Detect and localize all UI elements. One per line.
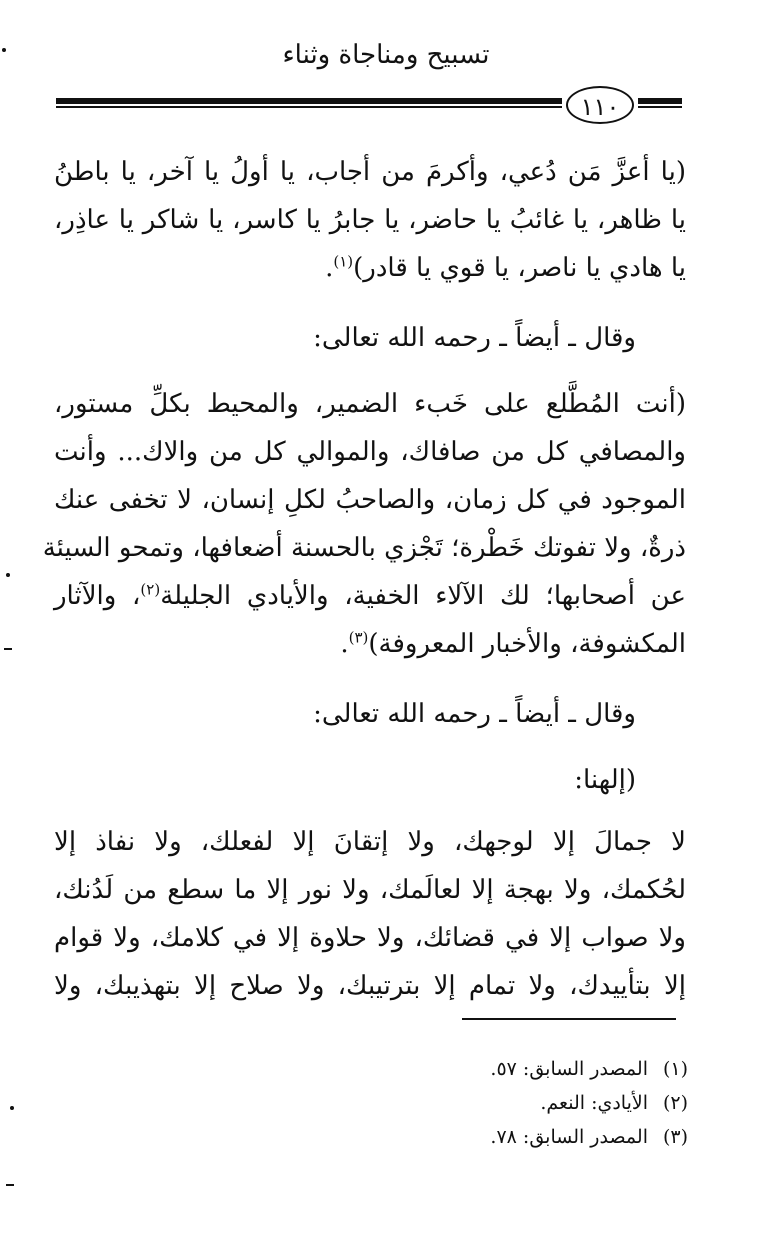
scan-mark (2, 48, 6, 52)
text-line: ولا صواب إلا في قضائك، ولا حلاوة إلا في كلامك، ولا قوام (54, 923, 686, 953)
text-run: ، والآثار (54, 581, 141, 611)
header-rule-thin (56, 106, 562, 108)
header-rule-thick (56, 98, 562, 104)
text-line: يا ظاهر، يا غائبُ يا حاضر، يا جابرُ يا كاسر، يا شاكر يا عاذِر، (54, 205, 686, 235)
footnote-number: (٣) (662, 1126, 688, 1148)
text-run: المكشوفة، والأخبار المعروفة) (368, 629, 686, 659)
text-line: (أنت المُطَّلع على خَبء الضمير، والمحيط بكلِّ مستور، (54, 389, 686, 419)
text-line: لا جمالَ إلا لوجهك، ولا إتقانَ إلا لفعلك، ولا نفاذ إلا (54, 827, 686, 857)
text-run: . (325, 253, 334, 283)
text-line (54, 244, 686, 292)
footnote-ref[interactable]: (٣) (348, 628, 369, 647)
footnote-separator (462, 1018, 676, 1020)
scan-mark (6, 1184, 14, 1186)
text-line: لحُكمك، ولا بهجة إلا لعالَمك، ولا نور إلا ما سطع من لَدُنك، (54, 875, 686, 905)
footnote-text: المصدر السابق: ٧٨. (490, 1126, 648, 1148)
footnote-ref[interactable]: (١) (333, 252, 354, 271)
scan-mark (6, 573, 10, 577)
header-rule-left (56, 98, 562, 109)
footnote-text: المصدر السابق: ٥٧. (490, 1058, 648, 1080)
page-number: ١١٠ (566, 86, 634, 124)
paragraph-invocation (54, 148, 686, 292)
section-opening: (إلهنا: (574, 765, 636, 795)
footnote-item (490, 1086, 688, 1120)
paragraph-supplication (54, 818, 686, 1010)
scan-mark (10, 1106, 14, 1110)
footnote-item (490, 1120, 688, 1154)
footnote-number: (٢) (662, 1092, 688, 1114)
header-rule-thick (638, 98, 682, 104)
text-run: . (340, 629, 349, 659)
text-line (54, 620, 686, 668)
footnote-ref[interactable]: (٢) (140, 580, 161, 599)
header-rule-right (638, 98, 682, 109)
text-line: ذرةٌ، ولا تفوتك خَطْرة؛ تَجْزي بالحسنة أضعافها، وتمحو السيئة (42, 533, 686, 563)
footnotes (490, 1052, 688, 1154)
footnote-item (490, 1052, 688, 1086)
text-run: عن أصحابها؛ لك الآلاء الخفية، والأيادي الجليلة (160, 581, 686, 611)
text-run: يا هادي يا ناصر، يا قوي يا قادر) (353, 253, 686, 283)
running-header-title: تسبيح ومناجاة وثناء (282, 40, 490, 70)
text-line (54, 572, 686, 620)
text-line: (يا أعزَّ مَن دُعي، وأكرمَ من أجاب، يا أولُ يا آخر، يا باطنُ (54, 157, 686, 187)
paragraph-praise (42, 380, 686, 668)
footnote-number: (١) (662, 1058, 688, 1080)
header-rule-thin (638, 106, 682, 108)
speaker-intro: وقال ـ أيضاً ـ رحمه الله تعالى: (313, 699, 636, 729)
text-line: والمصافي كل من صافاك، والموالي كل من والاك... وأنت (54, 437, 686, 467)
text-line: إلا بتأييدك، ولا تمام إلا بترتيبك، ولا صلاح إلا بتهذيبك، ولا (54, 971, 686, 1001)
footnote-text: الأيادي: النعم. (540, 1092, 648, 1114)
text-line: الموجود في كل زمان، والصاحبُ لكلِ إنسان، لا تخفى عنك (54, 485, 686, 515)
scan-mark (4, 648, 12, 650)
speaker-intro: وقال ـ أيضاً ـ رحمه الله تعالى: (313, 323, 636, 353)
